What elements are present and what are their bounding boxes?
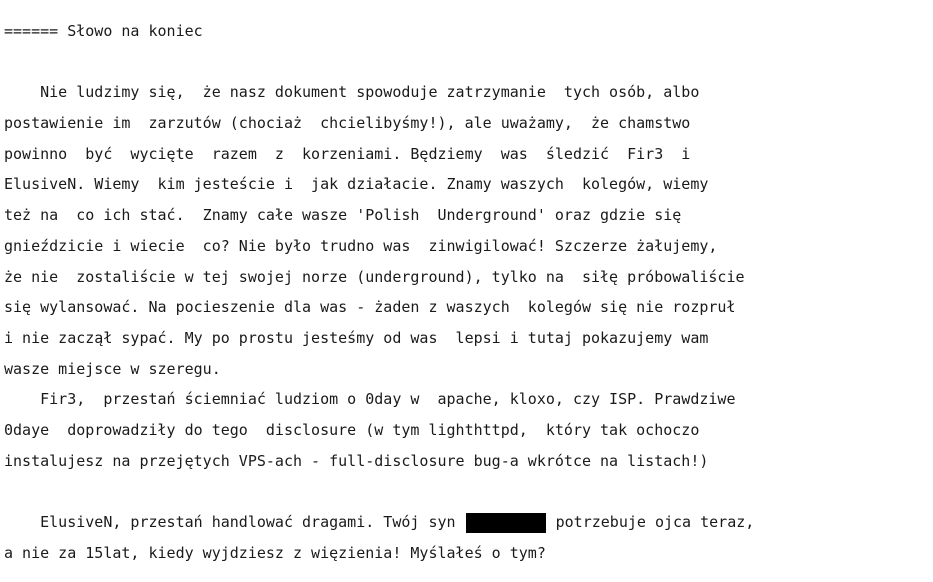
text-line: też na co ich stać. Znamy całe wasze 'Polish Underground' oraz gdzie się — [4, 206, 682, 225]
text-line: 0daye doprowadziły do tego disclosure (w tym lighthttpd, który tak ochoczo — [4, 420, 700, 439]
blank-line — [4, 476, 929, 507]
text-line: Fir3, przestań ściemniać ludziom o 0day w apache, kloxo, czy ISP. Prawdziwe — [4, 390, 736, 409]
text-line: wasze miejsce w szeregu. — [4, 359, 221, 378]
redaction-bar — [466, 513, 546, 533]
blank-line — [4, 47, 929, 78]
text-line-with-redaction — [4, 507, 929, 538]
text-line: się wylansować. Na pocieszenie dla was - żaden z waszych kolegów się nie rozpruł — [4, 298, 736, 317]
document-body — [4, 16, 929, 568]
text-line: powinno być wycięte razem z korzeniami. Będziemy was śledzić Fir3 i — [4, 144, 691, 163]
text-line: a nie za 15lat, kiedy wyjdziesz z więzienia! Myślałeś o tym? — [4, 543, 546, 562]
text-line: i nie zaczął sypać. My po prostu jesteśmy od was lepsi i tutaj pokazujemy wam — [4, 328, 709, 347]
text-line: Nie ludzimy się, że nasz dokument spowoduje zatrzymanie tych osób, albo — [4, 83, 700, 102]
text-line: instalujesz na przejętych VPS-ach - full-disclosure bug-a wkrótce na listach!) — [4, 451, 709, 470]
text-line: postawienie im zarzutów (chociaż chcielibyśmy!), ale uważamy, że chamstwo — [4, 114, 691, 133]
text-segment: ElusiveN, przestań handlować dragami. Twój syn — [4, 513, 465, 531]
text-segment: potrzebuje ojca teraz, — [546, 513, 755, 531]
paragraph-2 — [4, 384, 929, 476]
text-line: że nie zostaliście w tej swojej norze (underground), tylko na siłę próbowaliście — [4, 267, 745, 286]
section-heading: ====== Słowo na koniec — [4, 22, 203, 40]
text-line: ElusiveN. Wiemy kim jesteście i jak działacie. Znamy waszych kolegów, wiemy — [4, 175, 709, 194]
text-line: gnieździcie i wiecie co? Nie było trudno was zinwigilować! Szczerze żałujemy, — [4, 236, 718, 255]
paragraph-1 — [4, 77, 929, 384]
paragraph-3 — [4, 507, 929, 568]
